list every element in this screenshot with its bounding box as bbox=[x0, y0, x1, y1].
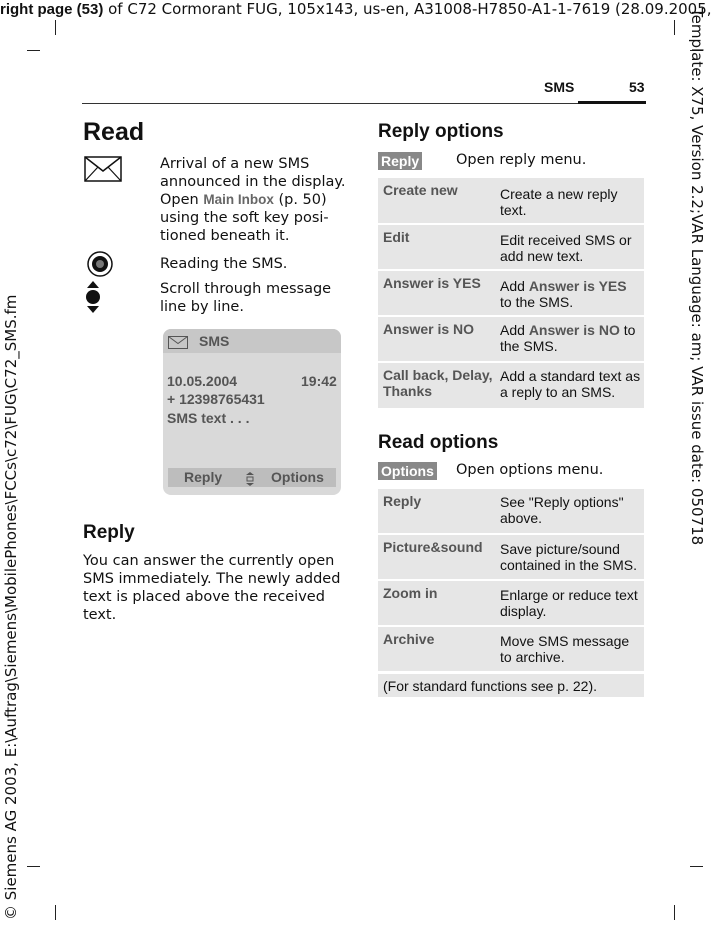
table-row: Reply See "Reply options" above. bbox=[378, 489, 644, 533]
section-title: SMS bbox=[544, 79, 575, 95]
page-number: 53 bbox=[629, 79, 645, 95]
table-row: Create new Create a new reply text. bbox=[378, 178, 644, 223]
envelope-icon bbox=[168, 334, 188, 353]
read-heading: Read bbox=[83, 118, 145, 146]
table-row: Call back, Delay, Thanks Add a standard text as a reply to an SMS. bbox=[378, 363, 644, 408]
display-time: 19:42 bbox=[301, 373, 337, 389]
reply-options-intro: Open reply menu. bbox=[456, 152, 587, 168]
crop-mark bbox=[674, 905, 675, 920]
softkey-reply: Reply bbox=[184, 469, 223, 485]
crop-mark bbox=[55, 905, 56, 920]
print-banner: right page (53) of C72 Cormorant FUG, 105x143, us-en, A31008-H7850-A1-1-7619 (28.09.2005, bbox=[0, 0, 712, 18]
reply-heading: Reply bbox=[83, 522, 135, 543]
softkey-options: Options bbox=[271, 469, 324, 485]
table-row: Answer is YES Add Answer is YES to the SMS. bbox=[378, 271, 644, 315]
table-row: Picture&sound Save picture/sound contained in the SMS. bbox=[378, 535, 644, 579]
crop-mark bbox=[674, 20, 675, 35]
reply-options-heading: Reply options bbox=[378, 121, 504, 142]
options-softkey: Options bbox=[378, 461, 437, 480]
table-footer: (For standard functions see p. 22). bbox=[378, 674, 644, 697]
table-row: Archive Move SMS message to archive. bbox=[378, 627, 644, 671]
envelope-icon bbox=[84, 156, 122, 186]
crop-mark bbox=[27, 50, 40, 51]
display-header bbox=[163, 329, 341, 353]
template-info: Template: X75, Version 2.2;VAR Language: am; VAR issue date: 050718 bbox=[688, 8, 706, 546]
nav-center-icon bbox=[86, 250, 114, 282]
table-row: Answer is NO Add Answer is NO to the SMS. bbox=[378, 317, 644, 361]
phone-display bbox=[163, 329, 341, 495]
crop-mark bbox=[55, 20, 56, 35]
read-options-intro: Open options menu. bbox=[456, 462, 604, 478]
display-title: SMS bbox=[199, 333, 230, 349]
read-step-3: Scroll through message line by line. bbox=[160, 281, 332, 315]
crop-mark bbox=[27, 866, 40, 867]
nav-updown-icon bbox=[85, 279, 101, 319]
crop-mark bbox=[690, 866, 703, 867]
reply-text: You can answer the currently open SMS immediately. The newly added text is placed above the received text. bbox=[83, 553, 341, 623]
table-row: Zoom in Enlarge or reduce text display. bbox=[378, 581, 644, 625]
header-rule-accent bbox=[578, 101, 646, 104]
reply-softkey: Reply bbox=[378, 151, 422, 170]
display-number: + 12398765431 bbox=[167, 391, 265, 407]
read-step-1: Arrival of a new SMS announced in the display. Open Main Inbox (p. 50) using the soft key posi-tioned beneath it. bbox=[160, 156, 346, 244]
display-body: SMS text . . . bbox=[167, 410, 250, 426]
scroll-icon bbox=[246, 471, 254, 490]
header-rule bbox=[82, 103, 646, 104]
display-date: 10.05.2004 bbox=[167, 373, 238, 389]
read-step-2: Reading the SMS. bbox=[160, 256, 288, 272]
read-options-heading: Read options bbox=[378, 432, 499, 453]
table-row: Edit Edit received SMS or add new text. bbox=[378, 225, 644, 269]
copyright-path: © Siemens AG 2003, E:\Auftrag\Siemens\MobilePhones\FCCs\c72\FUG\C72_SMS.fm bbox=[2, 294, 20, 920]
softkey-bar bbox=[168, 468, 336, 487]
